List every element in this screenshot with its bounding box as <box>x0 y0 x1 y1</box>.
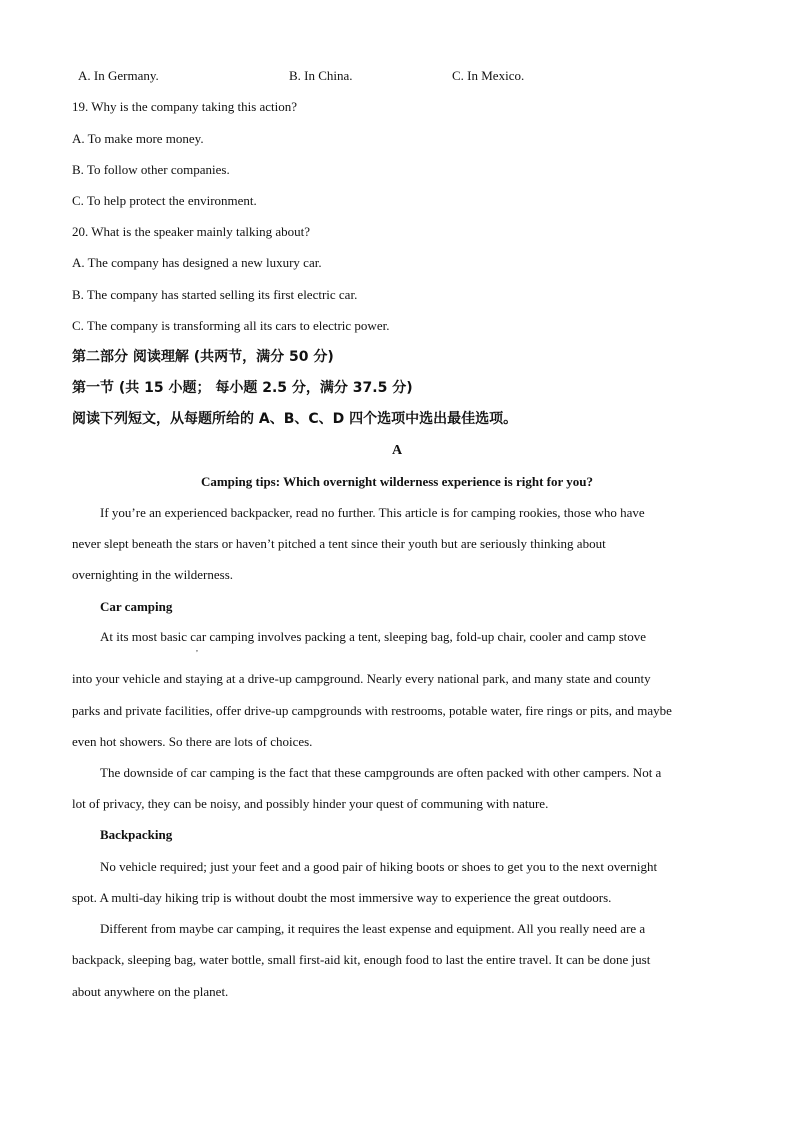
passage-letter: A <box>391 443 403 458</box>
car-camping-p1-line-2: into your vehicle and staying at a drive-up campground. Nearly every national park, and many state and county <box>72 671 651 686</box>
car-camping-p1-line-4: even hot showers. So there are lots of choices. <box>72 734 313 749</box>
q20-option-b: B. The company has started selling its first electric car. <box>72 287 358 302</box>
backpacking-p2-line-2: backpack, sleeping bag, water bottle, small first-aid kit, enough food to last the entire travel. It can be done just <box>72 952 651 967</box>
car-camping-p1-line-1: At its most basic car camping involves packing a tent, sleeping bag, fold-up chair, cooler and camp stove <box>100 629 647 644</box>
intro-line-3: overnighting in the wilderness. <box>72 567 234 582</box>
q18-option-b: B. In China. <box>289 68 353 83</box>
car-camping-heading: Car camping <box>100 599 173 614</box>
backpacking-p2-line-3: about anywhere on the planet. <box>72 984 229 999</box>
q18-option-c: C. In Mexico. <box>452 68 525 83</box>
backpacking-heading: Backpacking <box>100 827 173 842</box>
car-camping-p2-line-2: lot of privacy, they can be noisy, and possibly hinder your quest of communing with nature. <box>72 796 549 811</box>
intro-line-2: never slept beneath the stars or haven’t pitched a tent since their youth but are seriously thinking about <box>72 536 606 551</box>
backpacking-p1-line-1: No vehicle required; just your feet and a good pair of hiking boots or shoes to get you to the next overnight <box>100 859 658 874</box>
q19-option-a: A. To make more money. <box>72 131 204 146</box>
backpacking-p2-line-1: Different from maybe car camping, it requires the least expense and equipment. All you really need are a <box>100 921 646 936</box>
q20-option-a: A. The company has designed a new luxury car. <box>72 255 322 270</box>
q19-option-c: C. To help protect the environment. <box>72 193 257 208</box>
car-camping-p2-line-1: The downside of car camping is the fact that these campgrounds are often packed with other campers. Not a <box>100 765 662 780</box>
q18-option-a: A. In Germany. <box>78 68 159 83</box>
section-heading: 第一节 (共 15 小题； 每小题 2.5 分，满分 37.5 分) <box>72 380 413 396</box>
q19-question: 19. Why is the company taking this action? <box>72 99 298 114</box>
backpacking-p1-line-2: spot. A multi-day hiking trip is without doubt the most immersive way to experience the great outdoors. <box>72 890 612 905</box>
q20-option-c: C. The company is transforming all its cars to electric power. <box>72 318 390 333</box>
stray-comma-mark: , <box>196 644 198 653</box>
car-camping-p1-line-3: parks and private facilities, offer drive-up campgrounds with restrooms, potable water, fire rings or pits, and maybe <box>72 703 672 718</box>
intro-line-1: If you’re an experienced backpacker, read no further. This article is for camping rookies, those who have <box>100 505 645 520</box>
q20-question: 20. What is the speaker mainly talking about? <box>72 224 311 239</box>
part-heading: 第二部分 阅读理解 (共两节，满分 50 分) <box>72 349 334 365</box>
section-instruction: 阅读下列短文，从每题所给的 A、B、C、D 四个选项中选出最佳选项。 <box>72 411 518 427</box>
q19-option-b: B. To follow other companies. <box>72 162 230 177</box>
passage-title: Camping tips: Which overnight wilderness experience is right for you? <box>200 474 594 489</box>
